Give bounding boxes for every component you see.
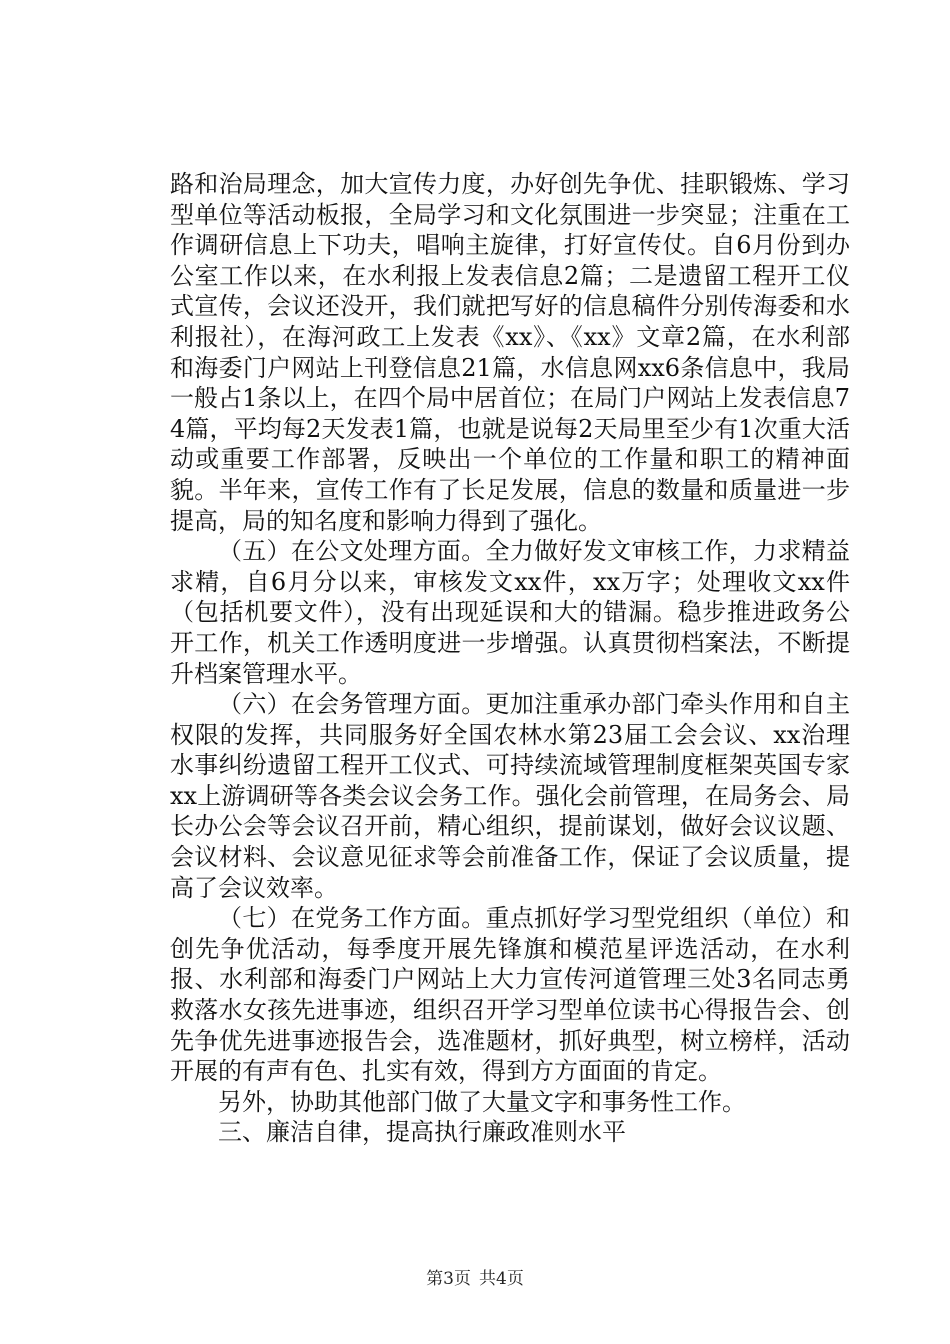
paragraph-other-work: 另外，协助其他部门做了大量文字和事务性工作。: [218, 1087, 746, 1116]
paragraph-meeting-management: （六）在会务管理方面。更加注重承办部门牵头作用和自主权限的发挥，共同服务好全国农林水第23届工会会议、xx治理水事纠纷遗留工程开工仪式、可持续流域管理制度框架英国专家xx上游调研等各类会议会务工作。强化会前管理，在局务会、局长办公会等会议召开前，精心组织，提前谋划，做好会议议题、会议材料、会议意见征求等会前准备工作，保证了会议质量，提高了会议效率。: [170, 690, 850, 902]
document-body: [170, 169, 850, 1148]
page-number-current: 第3页: [426, 1269, 471, 1289]
paragraph-official-documents: （五）在公文处理方面。全力做好发文审核工作，力求精益求精，自6月分以来，审核发文xx件，xx万字；处理收文xx件（包括机要文件），没有出现延误和大的错漏。稳步推进政务公开工作，机关工作透明度进一步增强。认真贯彻档案法，不断提升档案管理水平。: [170, 537, 850, 688]
paragraph-party-affairs: （七）在党务工作方面。重点抓好学习型党组织（单位）和创先争优活动，每季度开展先锋旗和模范星评选活动，在水利报、水利部和海委门户网站上大力宣传河道管理三处3名同志勇救落水女孩先进事迹，组织召开学习型单位读书心得报告会、创先争优先进事迹报告会，选准题材，抓好典型，树立榜样，活动开展的有声有色、扎实有效，得到方方面面的肯定。: [170, 904, 850, 1086]
section-heading-integrity: 三、廉洁自律，提高执行廉政准则水平: [218, 1118, 626, 1147]
paragraph-continued: 路和治局理念，加大宣传力度，办好创先争优、挂职锻炼、学习型单位等活动板报，全局学习和文化氛围进一步突显；注重在工作调研信息上下功夫，唱响主旋律，打好宣传仗。自6月份到办公室工作以来，在水利报上发表信息2篇；二是遗留工程开工仪式宣传，会议还没开，我们就把写好的信息稿件分别传海委和水利报社），在海河政工上发表《xx》、《xx》文章2篇，在水利部和海委门户网站上刊登信息21篇，水信息网xx6条信息中，我局一般占1条以上，在四个局中居首位；在局门户网站上发表信息74篇，平均每2天发表1篇，也就是说每2天局里至少有1次重大活动或重要工作部署，反映出一个单位的工作量和职工的精神面貌。半年来，宣传工作有了长足发展，信息的数量和质量进一步提高，局的知名度和影响力得到了强化。: [170, 170, 850, 535]
page-footer: [0, 1264, 950, 1289]
page-number-total: 共4页: [479, 1269, 524, 1289]
